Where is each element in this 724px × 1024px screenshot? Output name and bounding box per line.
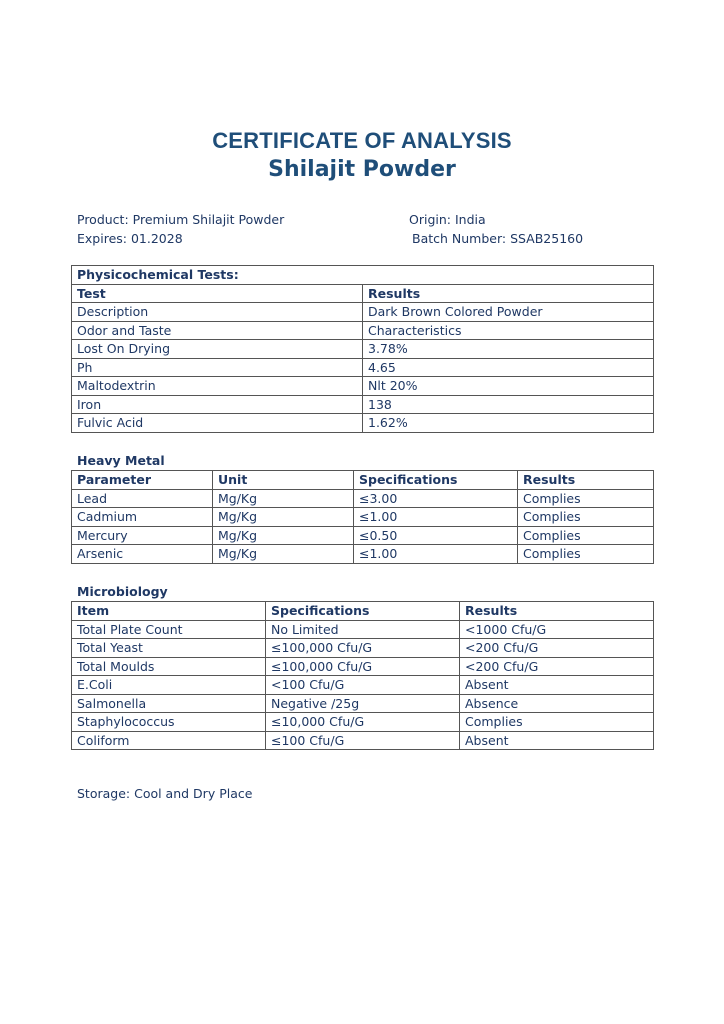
table-row [72,657,654,676]
table-cell: No Limited [266,620,460,639]
table-cell: 4.65 [363,358,654,377]
storage-note: Storage: Cool and Dry Place [77,786,253,801]
table-cell: Total Yeast [72,639,266,658]
column-header: Specifications [266,602,460,621]
table-row [72,620,654,639]
table-cell: Complies [460,713,654,732]
column-header: Results [460,602,654,621]
origin-line: Origin: India [409,212,486,227]
table-cell: Total Moulds [72,657,266,676]
table-row [72,545,654,564]
column-header: Unit [213,471,354,490]
table-row [72,713,654,732]
physicochemical-table [71,265,654,433]
table-cell: Complies [518,489,654,508]
table-cell: Salmonella [72,694,266,713]
column-header: Item [72,602,266,621]
table-row [72,303,654,322]
table-cell: Odor and Taste [72,321,363,340]
table-row [72,731,654,750]
table-cell: Mg/Kg [213,508,354,527]
document-title: CERTIFICATE OF ANALYSIS [212,128,512,153]
table-cell: Total Plate Count [72,620,266,639]
product-line: Product: Premium Shilajit Powder [77,212,285,227]
table-row [72,321,654,340]
table-row [72,377,654,396]
table-cell: ≤10,000 Cfu/G [266,713,460,732]
table-row [72,639,654,658]
column-header: Results [363,284,654,303]
column-header: Results [518,471,654,490]
table-row [72,340,654,359]
table-cell: ≤1.00 [354,545,518,564]
microbiology-table [71,601,654,750]
table-cell: Lost On Drying [72,340,363,359]
physicochemical-caption: Physicochemical Tests: [72,266,654,285]
table-cell: Characteristics [363,321,654,340]
table-cell: 1.62% [363,414,654,433]
table-header-row [72,284,654,303]
heavy-metal-table [71,470,654,564]
table-cell: Negative /25g [266,694,460,713]
table-row [72,489,654,508]
column-header: Specifications [354,471,518,490]
table-cell: Absence [460,694,654,713]
table-cell: Cadmium [72,508,213,527]
table-cell: Lead [72,489,213,508]
expires-line: Expires: 01.2028 [77,231,183,246]
table-cell: Description [72,303,363,322]
table-cell: Mercury [72,526,213,545]
table-header-row [72,602,654,621]
heavy-metal-heading: Heavy Metal [77,453,165,468]
table-cell: <1000 Cfu/G [460,620,654,639]
table-cell: ≤1.00 [354,508,518,527]
microbiology-heading: Microbiology [77,584,168,599]
table-cell: Mg/Kg [213,489,354,508]
table-cell: Complies [518,545,654,564]
table-cell: Staphylococcus [72,713,266,732]
table-cell: ≤100,000 Cfu/G [266,657,460,676]
table-cell: Ph [72,358,363,377]
batch-number-line: Batch Number: SSAB25160 [412,231,584,246]
table-cell: Coliform [72,731,266,750]
table-cell: <200 Cfu/G [460,657,654,676]
table-row [72,414,654,433]
table-cell: ≤0.50 [354,526,518,545]
table-cell: Nlt 20% [363,377,654,396]
table-cell: Complies [518,526,654,545]
column-header: Test [72,284,363,303]
table-cell: Fulvic Acid [72,414,363,433]
table-cell: Maltodextrin [72,377,363,396]
table-row [72,694,654,713]
table-cell: 3.78% [363,340,654,359]
table-cell: ≤100,000 Cfu/G [266,639,460,658]
table-row [72,508,654,527]
table-cell: <100 Cfu/G [266,676,460,695]
table-cell: Mg/Kg [213,545,354,564]
table-cell: Dark Brown Colored Powder [363,303,654,322]
table-row [72,676,654,695]
table-cell: Mg/Kg [213,526,354,545]
table-cell: E.Coli [72,676,266,695]
table-cell: Absent [460,676,654,695]
table-cell: Complies [518,508,654,527]
table-cell: ≤3.00 [354,489,518,508]
table-header-row [72,471,654,490]
table-row [72,395,654,414]
table-row [72,526,654,545]
column-header: Parameter [72,471,213,490]
table-cell: 138 [363,395,654,414]
table-cell: <200 Cfu/G [460,639,654,658]
table-cell: ≤100 Cfu/G [266,731,460,750]
table-row [72,358,654,377]
table-caption-row [72,266,654,285]
product-name-title: Shilajit Powder [268,157,456,182]
table-cell: Absent [460,731,654,750]
table-cell: Iron [72,395,363,414]
table-cell: Arsenic [72,545,213,564]
